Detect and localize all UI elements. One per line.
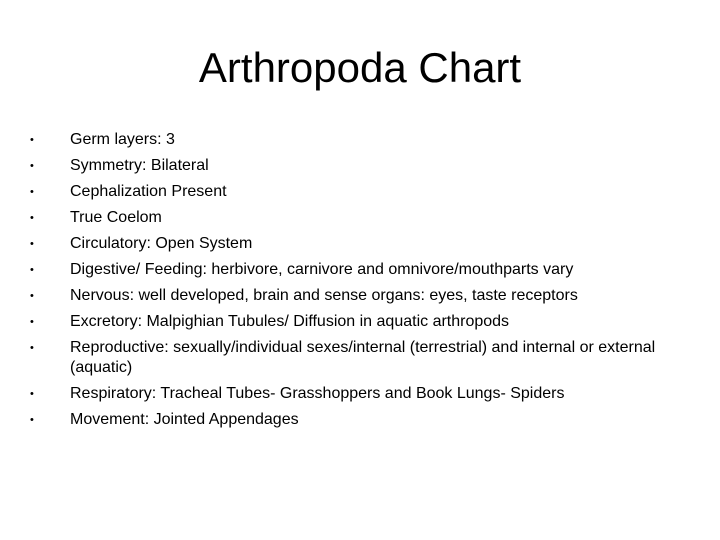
list-item [30,260,680,280]
bullet-icon: • [30,134,34,146]
list-item [30,286,680,306]
bullet-icon: • [30,212,34,224]
bullet-list [30,130,680,436]
list-item-text: Reproductive: sexually/individual sexes/internal (terrestrial) and internal or external (aquatic) [70,339,656,376]
list-item [30,338,680,378]
bullet-icon: • [30,388,34,400]
list-item-text: Respiratory: Tracheal Tubes- Grasshoppers and Book Lungs- Spiders [70,385,565,402]
list-item [30,312,680,332]
list-item [30,156,680,176]
slide-title: Arthropoda Chart [198,44,522,91]
bullet-icon: • [30,290,34,302]
bullet-icon: • [30,316,34,328]
list-item-text: Nervous: well developed, brain and sense organs: eyes, taste receptors [70,287,578,304]
list-item-text: Digestive/ Feeding: herbivore, carnivore and omnivore/mouthparts vary [70,261,574,278]
list-item [30,208,680,228]
list-item-text: Excretory: Malpighian Tubules/ Diffusion in aquatic arthropods [70,313,510,330]
list-item [30,234,680,254]
bullet-icon: • [30,342,34,354]
list-item-text: Circulatory: Open System [70,235,253,252]
bullet-icon: • [30,264,34,276]
list-item-text: True Coelom [70,209,162,226]
list-item-text: Symmetry: Bilateral [70,157,209,174]
list-item [30,130,680,150]
list-item [30,410,680,430]
list-item [30,384,680,404]
list-item-text: Germ layers: 3 [70,131,175,148]
bullet-icon: • [30,414,34,426]
list-item-text: Cephalization Present [70,183,227,200]
bullet-icon: • [30,238,34,250]
list-item-text: Movement: Jointed Appendages [70,411,299,428]
list-item [30,182,680,202]
bullet-icon: • [30,160,34,172]
bullet-icon: • [30,186,34,198]
